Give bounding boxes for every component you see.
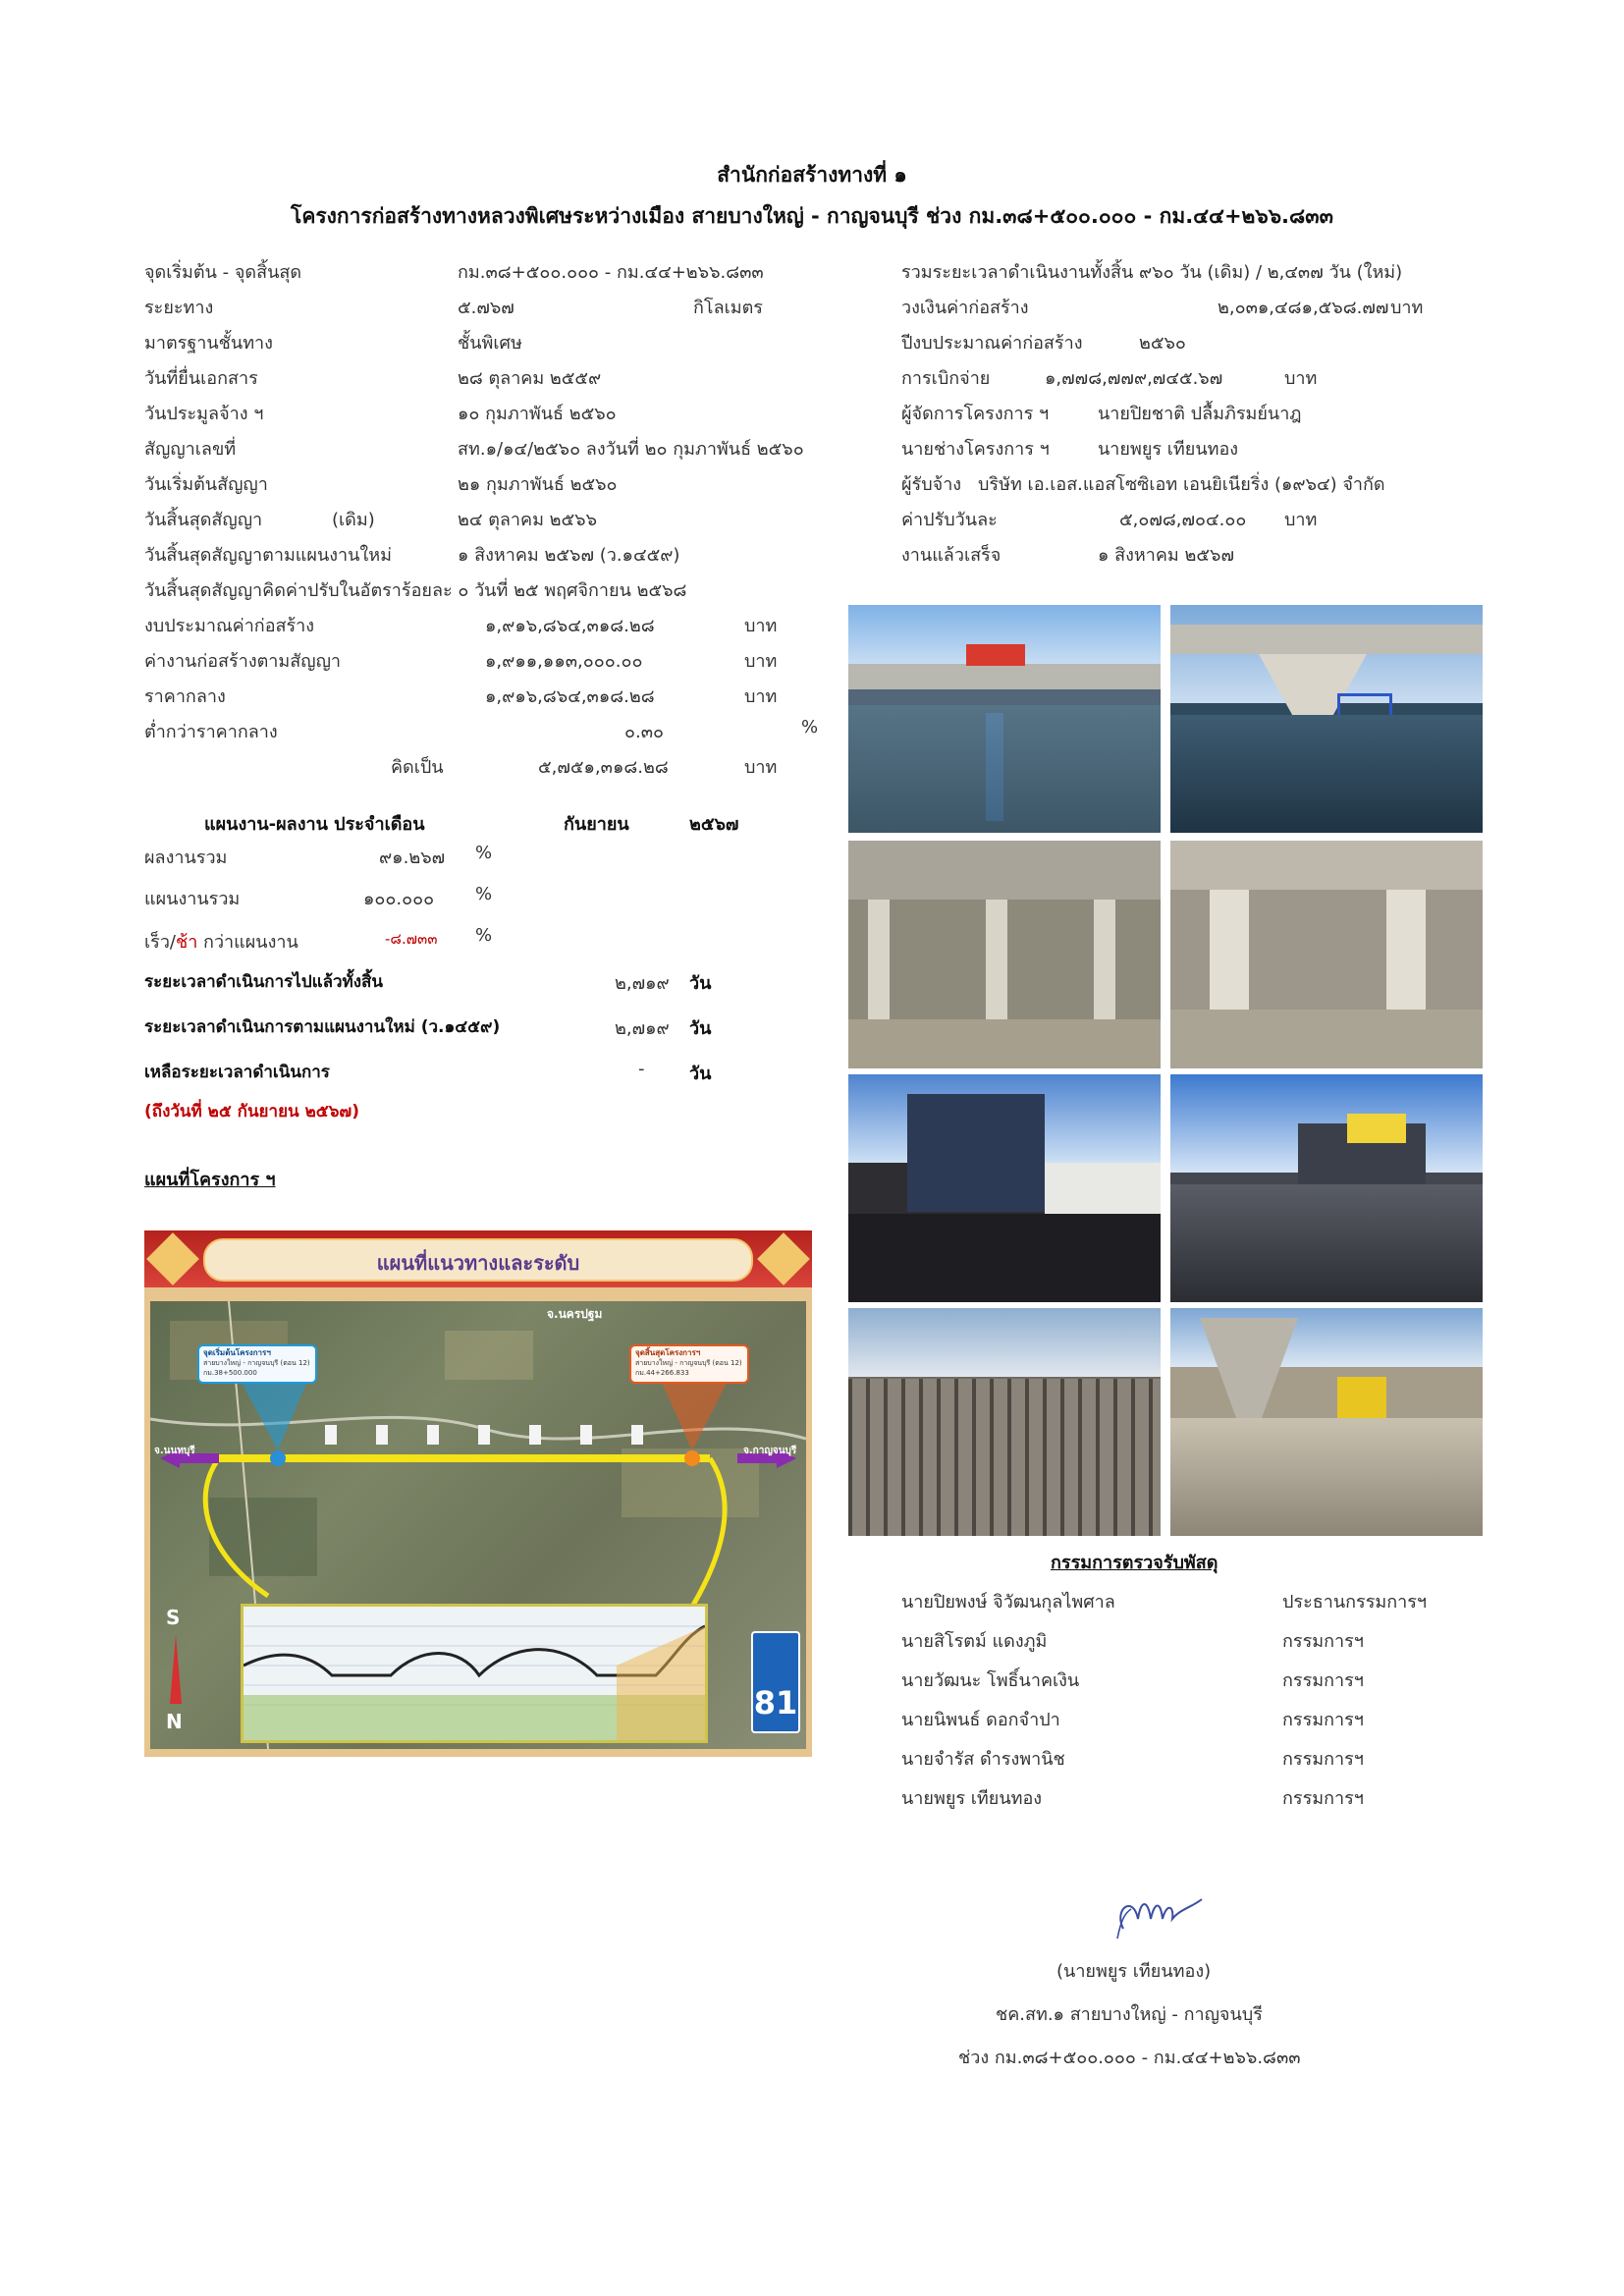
compass-s: S [166, 1606, 181, 1629]
label-disbursement: การเบิกจ่าย [901, 368, 991, 389]
satellite-view [150, 1301, 806, 1749]
end-label: จุดสิ้นสุดโครงการฯ [635, 1348, 701, 1357]
label-fiscal-year: ปีงบประมาณค่าก่อสร้าง [901, 333, 1083, 354]
committee-name-6: นายพยูร เทียนทอง [901, 1788, 1043, 1809]
committee-role-3: กรรมการฯ [1282, 1670, 1364, 1691]
end-sub: สายบางใหญ่ - กาญจนบุรี (ตอน 12) [635, 1359, 742, 1367]
committee-role-4: กรรมการฯ [1282, 1710, 1364, 1730]
unit-median-price: บาท [744, 686, 778, 707]
profile-graph [244, 1607, 705, 1740]
value-contract-end: ๒๔ ตุลาคม ๒๕๖๖ [458, 510, 598, 530]
unit-actual: % [475, 843, 493, 863]
value-contract-start: ๒๑ กุมภาพันธ์ ๒๕๖๐ [458, 474, 618, 495]
value-start-end: กม.๓๘+๕๐๐.๐๐๐ - กม.๔๔+๒๖๖.๘๓๓ [458, 262, 764, 283]
value-actual: ๙๑.๒๖๗ [379, 847, 446, 868]
arrow-left-label: จ.นนทบุรี [154, 1446, 195, 1456]
label-plan: แผนงานรวม [144, 889, 241, 909]
value-plan: ๑๐๐.๐๐๐ [363, 889, 435, 909]
progress-year: ๒๕๖๗ [689, 814, 739, 835]
label-equivalent: คิดเป็น [391, 757, 444, 778]
end-km: กม.44+266.833 [635, 1369, 689, 1377]
value-new-end: ๑ สิงหาคม ๒๕๖๗ (ว.๑๔๕๙) [458, 545, 680, 566]
value-equivalent: ๕,๗๕๑,๓๑๘.๒๘ [538, 757, 669, 778]
label-project-engineer: นายช่างโครงการ ฯ [901, 439, 1050, 460]
label-variance-rest: กว่าแผนงาน [197, 932, 298, 953]
photo-rebar-1 [848, 1308, 1161, 1536]
value-contract-cost: ๑,๙๑๑,๑๑๓,๐๐๐.๐๐ [485, 651, 643, 672]
label-contractor: ผู้รับจ้าง [901, 474, 962, 495]
committee-role-1: ประธานกรรมการฯ [1282, 1592, 1428, 1613]
unit-below-median: % [801, 717, 819, 738]
unit-contract-cost: บาท [744, 651, 778, 672]
elevation-profile [241, 1604, 708, 1743]
start-km: กม.38+500.000 [203, 1369, 257, 1377]
unit-variance: % [475, 925, 493, 946]
label-contract-start: วันเริ่มต้นสัญญา [144, 474, 268, 495]
value-median-price: ๑,๙๑๖,๘๖๔,๓๑๘.๒๘ [485, 686, 655, 707]
label-contract-value: วงเงินค่าก่อสร้าง [901, 298, 1029, 318]
label-daily-penalty: ค่าปรับวันละ [901, 510, 998, 530]
label-remaining: เหลือระยะเวลาดำเนินการ [144, 1063, 330, 1082]
value-distance: ๕.๗๖๗ [458, 298, 514, 318]
value-project-manager: นายปิยชาติ ปลื้มภิรมย์นาฎ [1098, 404, 1302, 424]
sub-contract-end: (เดิม) [332, 510, 375, 530]
committee-role-6: กรรมการฯ [1282, 1788, 1364, 1809]
city-label: จ.นครปฐม [547, 1307, 603, 1321]
value-project-engineer: นายพยูร เทียนทอง [1098, 439, 1239, 460]
value-remaining: - [638, 1059, 645, 1079]
signature-icon [1104, 1889, 1212, 1948]
compass-needle-icon [170, 1635, 182, 1704]
progress-month: กันยายน [564, 814, 629, 835]
route-shield-icon [751, 1631, 800, 1733]
committee-name-3: นายวัฒนะ โพธิ์นาคเงิน [901, 1670, 1080, 1691]
label-project-manager: ผู้จัดการโครงการ ฯ [901, 404, 1050, 424]
unit-distance: กิโลเมตร [693, 298, 763, 318]
unit-equivalent: บาท [744, 757, 778, 778]
label-start-end: จุดเริ่มต้น - จุดสิ้นสุด [144, 262, 302, 283]
label-variance-fast: เร็ว/ [144, 932, 176, 953]
committee-name-4: นายนิพนธ์ ดอกจำปา [901, 1710, 1060, 1730]
compass-n: N [166, 1710, 183, 1733]
route-number: 81 [753, 1684, 798, 1722]
committee-name-5: นายจำรัส ดำรงพานิช [901, 1749, 1065, 1770]
unit-remaining: วัน [689, 1064, 712, 1084]
photo-under-bridge-1 [848, 841, 1161, 1068]
progress-heading: แผนงาน-ผลงาน ประจำเดือน [204, 814, 425, 835]
unit-plan: % [475, 884, 493, 904]
photo-paving-1 [848, 1074, 1161, 1302]
office-title: สำนักก่อสร้างทางที่ ๑ [717, 163, 907, 187]
photo-bridge-water-1 [848, 605, 1161, 833]
value-contract-value: ๒,๐๓๑,๔๘๑,๕๖๘.๗๗ [1218, 298, 1389, 318]
label-doc-date: วันที่ยื่นเอกสาร [144, 368, 258, 389]
signature-section: ช่วง กม.๓๘+๕๐๐.๐๐๐ - กม.๔๔+๒๖๖.๘๓๓ [958, 2048, 1301, 2068]
signature-position: ชค.สท.๑ สายบางใหญ่ - กาญจนบุรี [996, 2004, 1263, 2025]
label-actual: ผลงานรวม [144, 847, 228, 868]
value-bid-date: ๑๐ กุมภาพันธ์ ๒๕๖๐ [458, 404, 617, 424]
value-daily-penalty: ๕,๐๗๘,๗๐๔.๐๐ [1119, 510, 1247, 530]
as-of-date: (ถึงวันที่ ๒๕ กันยายน ๒๕๖๗) [144, 1102, 359, 1121]
penalty-line: วันสิ้นสุดสัญญาคิดค่าปรับในอัตราร้อยละ ๐ วันที่ ๒๕ พฤศจิกายน ๒๕๖๘ [144, 580, 687, 601]
photo-paving-2 [1170, 1074, 1483, 1302]
label-variance-slow: ช้า [176, 932, 198, 953]
value-elapsed: ๒,๗๑๙ [615, 973, 670, 994]
label-variance [144, 927, 298, 956]
unit-disbursement: บาท [1284, 368, 1318, 389]
project-map [144, 1230, 812, 1757]
start-sub: สายบางใหญ่ - กาญจนบุรี (ตอน 12) [203, 1359, 310, 1367]
arrow-right-label: จ.กาญจนบุรี [743, 1446, 797, 1456]
value-contract-no: สท.๑/๑๔/๒๕๖๐ ลงวันที่ ๒๐ กุมภาพันธ์ ๒๕๖๐ [458, 439, 804, 460]
label-contract-end: วันสิ้นสุดสัญญา [144, 510, 263, 530]
label-budget: งบประมาณค่าก่อสร้าง [144, 616, 315, 636]
value-fiscal-year: ๒๕๖๐ [1139, 333, 1186, 354]
value-doc-date: ๒๘ ตุลาคม ๒๕๕๙ [458, 368, 602, 389]
value-variance: -๘.๗๓๓ [385, 930, 438, 948]
committee-role-2: กรรมการฯ [1282, 1631, 1364, 1652]
value-completion: ๑ สิงหาคม ๒๕๖๗ [1098, 545, 1234, 566]
label-contract-cost: ค่างานก่อสร้างตามสัญญา [144, 651, 342, 672]
photo-under-bridge-2 [1170, 841, 1483, 1068]
map-banner [144, 1230, 812, 1287]
label-bid-date: วันประมูลจ้าง ฯ [144, 404, 264, 424]
value-disbursement: ๑,๗๗๘,๗๗๙,๗๔๕.๖๗ [1045, 368, 1223, 389]
value-planned-duration: ๒,๗๑๙ [615, 1018, 670, 1039]
project-title: โครงการก่อสร้างทางหลวงพิเศษระหว่างเมือง สายบางใหญ่ - กาญจนบุรี ช่วง กม.๓๘+๕๐๐.๐๐๐ - กม.๔๔+๒๖๖.๘๓๓ [291, 204, 1333, 228]
committee-name-1: นายปิยพงษ์ จิวัฒนกุลไพศาล [901, 1592, 1115, 1613]
unit-daily-penalty: บาท [1284, 510, 1318, 530]
committee-heading: กรรมการตรวจรับพัสดุ [1051, 1553, 1218, 1573]
committee-name-2: นายสิโรตม์ แดงภูมิ [901, 1631, 1048, 1652]
map-banner-title: แผนที่แนวทางและระดับ [376, 1251, 580, 1275]
signature-name: (นายพยูร เทียนทอง) [1056, 1961, 1212, 1982]
label-planned-duration: ระยะเวลาดำเนินการตามแผนงานใหม่ (ว.๑๔๕๙) [144, 1017, 501, 1037]
value-contractor: บริษัท เอ.เอส.แอสโซซิเอท เอนยิเนียริ่ง (๑๙๖๔) จำกัด [978, 474, 1385, 495]
label-contract-no: สัญญาเลขที่ [144, 439, 237, 460]
value-below-median: ๐.๓๐ [624, 722, 664, 742]
label-total-duration: รวมระยะเวลาดำเนินงานทั้งสิ้น ๙๖๐ วัน (เดิม) / ๒,๔๓๗ วัน (ใหม่) [901, 262, 1403, 283]
label-below-median: ต่ำกว่าราคากลาง [144, 722, 278, 742]
unit-elapsed: วัน [689, 973, 712, 994]
label-road-class: มาตรฐานชั้นทาง [144, 333, 273, 354]
unit-planned-duration: วัน [689, 1018, 712, 1039]
label-median-price: ราคากลาง [144, 686, 226, 707]
label-completion: งานแล้วเสร็จ [901, 545, 1001, 566]
map-heading: แผนที่โครงการ ฯ [144, 1170, 276, 1190]
label-elapsed: ระยะเวลาดำเนินการไปแล้วทั้งสิ้น [144, 972, 384, 992]
photo-concrete-pour [1170, 1308, 1483, 1536]
committee-role-5: กรรมการฯ [1282, 1749, 1364, 1770]
start-label: จุดเริ่มต้นโครงการฯ [203, 1348, 271, 1357]
unit-budget: บาท [744, 616, 778, 636]
label-distance: ระยะทาง [144, 298, 214, 318]
value-budget: ๑,๙๑๖,๘๖๔,๓๑๘.๒๘ [485, 616, 655, 636]
unit-contract-value: บาท [1390, 298, 1424, 318]
value-road-class: ชั้นพิเศษ [458, 333, 522, 354]
label-new-end: วันสิ้นสุดสัญญาตามแผนงานใหม่ [144, 545, 392, 566]
photo-bridge-water-2 [1170, 605, 1483, 833]
